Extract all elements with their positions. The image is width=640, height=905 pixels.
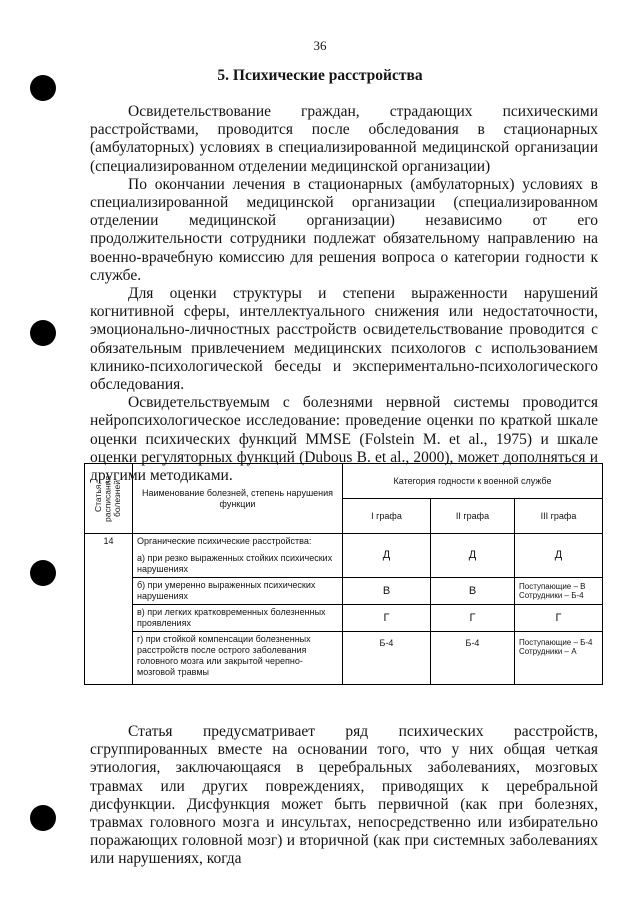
- cat-b-g3: [515, 578, 603, 605]
- header-graph-1: I графа: [343, 499, 431, 534]
- table-row: [85, 632, 603, 685]
- cat-b-g3-applicants: Поступающие – В: [519, 582, 586, 591]
- cat-c-g1: Г: [343, 605, 431, 632]
- cat-b-g2: В: [431, 578, 515, 605]
- header-graph-2: II графа: [431, 499, 515, 534]
- disease-title: Органические психические расстройства:: [137, 536, 312, 546]
- row-a-text: а) при резко выраженных стойких психических нарушениях: [137, 553, 333, 574]
- cat-d-g3: [515, 632, 603, 685]
- cat-d-g2: Б-4: [431, 632, 515, 685]
- paragraph: Освидетельствование граждан, страдающих психическими расстройствами, проводится после обследования в стационарных (амбулаторных) условиях в специализированной медицинской организации (специализированном отделении медицинской организации): [90, 103, 598, 175]
- table-row: [85, 534, 603, 578]
- binder-hole: [30, 560, 56, 586]
- cat-d-g1: Б-4: [343, 632, 431, 685]
- page-number: 36: [313, 38, 327, 53]
- header-category: Категория годности к военной службе: [343, 464, 603, 499]
- explanation-text: [90, 723, 598, 869]
- article-number: 14: [85, 534, 133, 685]
- cat-d-g3-applicants: Поступающие – Б-4: [519, 638, 593, 647]
- section-title: 5. Психические расстройства: [217, 67, 423, 84]
- paragraph: Освидетельствуемым с болезнями нервной системы проводится нейропсихологическое исследование: проведение оценки по краткой шкале оценки психических функций MMSE (Folstein M. et al., 1975) и шкале оценки регуляторных функций (Dubous B. et al., 2000), может дополняться и другими методиками.: [90, 394, 598, 485]
- cat-a-g2: Д: [431, 534, 515, 578]
- table-row: [85, 578, 603, 605]
- header-article-label: Статья расписания болезней: [93, 475, 123, 522]
- cat-c-g2: Г: [431, 605, 515, 632]
- row-d-text: г) при стойкой компенсации болезненных расстройств после острого заболевания головного мозга или закрытой черепно-мозговой травмы: [133, 632, 343, 685]
- cat-a-g3: Д: [515, 534, 603, 578]
- header-article: [85, 464, 133, 534]
- table-header-row: [85, 464, 603, 499]
- cat-b-g1: В: [343, 578, 431, 605]
- cat-d-g3-employees: Сотрудники – А: [519, 647, 577, 656]
- intro-text: [90, 103, 598, 485]
- header-graph-3: III графа: [515, 499, 603, 534]
- row-b-text: б) при умеренно выраженных психических нарушениях: [133, 578, 343, 605]
- cat-a-g1: Д: [343, 534, 431, 578]
- cat-b-g3-employees: Сотрудники – Б-4: [519, 591, 584, 600]
- table-row: [85, 605, 603, 632]
- paragraph: По окончании лечения в стационарных (амбулаторных) условиях в специализированной медицинской организации (специализированном отделении медицинской организации) независимо от его продолжительности сотрудники подлежат обязательному направлению на военно-врачебную комиссию для решения вопроса о категории годности к службе.: [90, 175, 598, 284]
- binder-hole: [30, 805, 56, 831]
- row-c-text: в) при легких кратковременных болезненных проявлениях: [133, 605, 343, 632]
- paragraph: Для оценки структуры и степени выраженности нарушений когнитивной сферы, интеллектуального снижения или недостаточности, эмоционально-личностных расстройств освидетельствование проводится с обязательным привлечением медицинских психологов с использованием клинико-психологической беседы и экспериментально-психологического обследования.: [90, 285, 598, 394]
- binder-hole: [30, 320, 56, 346]
- cat-c-g3: Г: [515, 605, 603, 632]
- header-disease-name: Наименование болезней, степень нарушения функции: [133, 464, 343, 534]
- disease-cell: [133, 534, 343, 578]
- disease-schedule-table: [84, 463, 603, 685]
- paragraph: Статья предусматривает ряд психических расстройств, сгруппированных вместе на основании того, что у них общая четкая этиология, заключающаяся в церебральных заболеваниях, мозговых травмах или других повреждениях, приводящих к церебральной дисфункции. Дисфункция может быть первичной (как при болезнях, травмах головного мозга и инсультах, непосредственно или избирательно поражающих головной мозг) и вторичной (как при системных заболеваниях или нарушениях, когда: [90, 723, 598, 868]
